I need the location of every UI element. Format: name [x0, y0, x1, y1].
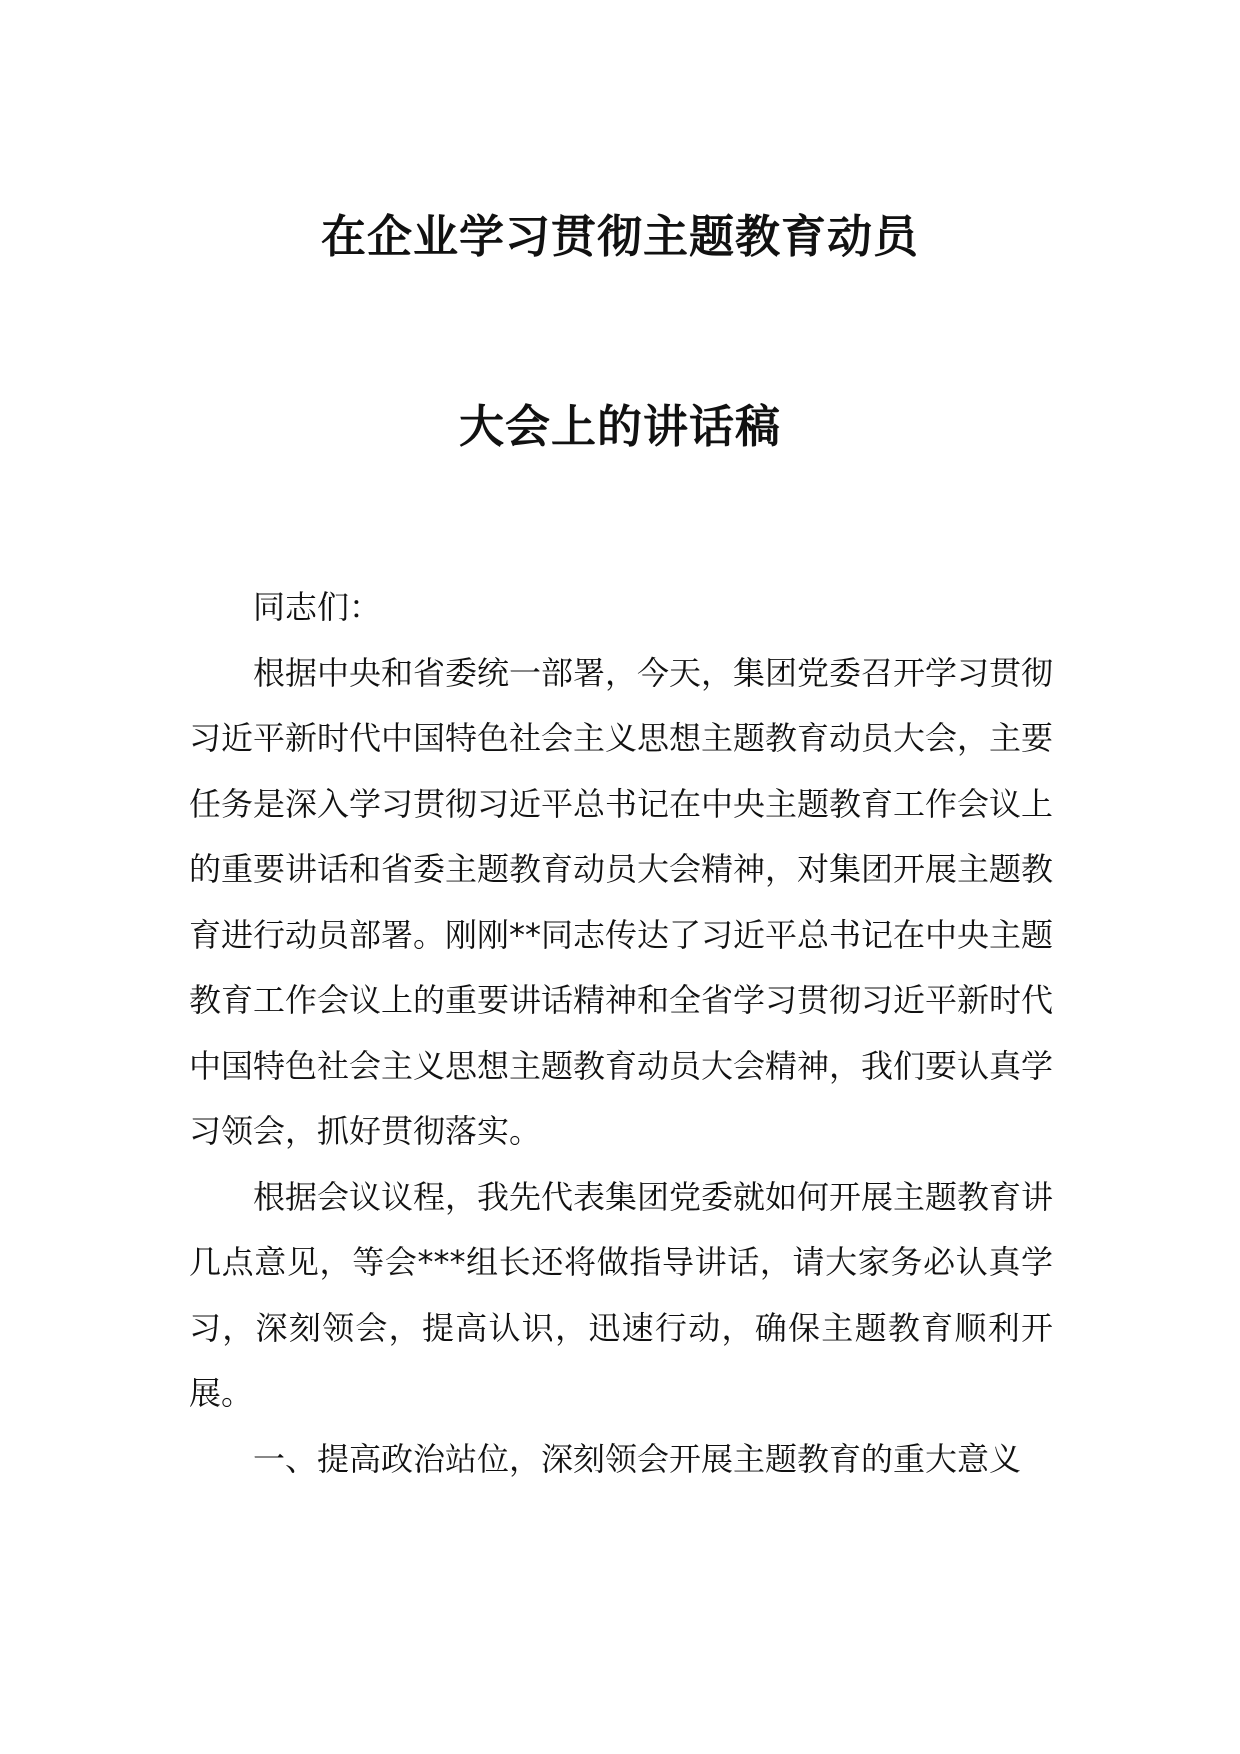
paragraph-1: 根据中央和省委统一部署，今天，集团党委召开学习贯彻习近平新时代中国特色社会主义思想主题教育动员大会，主要任务是深入学习贯彻习近平总书记在中央主题教育工作会议上的重要讲话和省委主题教育动员大会精神，对集团开展主题教育进行动员部署。刚刚**同志传达了习近平总书记在中央主题教育工作会议上的重要讲话精神和全省学习贯彻习近平新时代中国特色社会主义思想主题教育动员大会精神，我们要认真学习领会，抓好贯彻落实。 [189, 653, 1054, 1150]
paragraph-2: 根据会议议程，我先代表集团党委就如何开展主题教育讲几点意见，等会***组长还将做指导讲话，请大家务必认真学习，深刻领会，提高认识，迅速行动，确保主题教育顺利开展。 [189, 1177, 1054, 1412]
document-body [189, 575, 1053, 1492]
salutation: 同志们： [253, 588, 382, 626]
section-heading: 一、提高政治站位，深刻领会开展主题教育的重大意义 [253, 1439, 1022, 1478]
document-title-line-2: 大会上的讲话稿 [458, 400, 781, 453]
document-title-line-1: 在企业学习贯彻主题教育动员 [320, 210, 919, 263]
